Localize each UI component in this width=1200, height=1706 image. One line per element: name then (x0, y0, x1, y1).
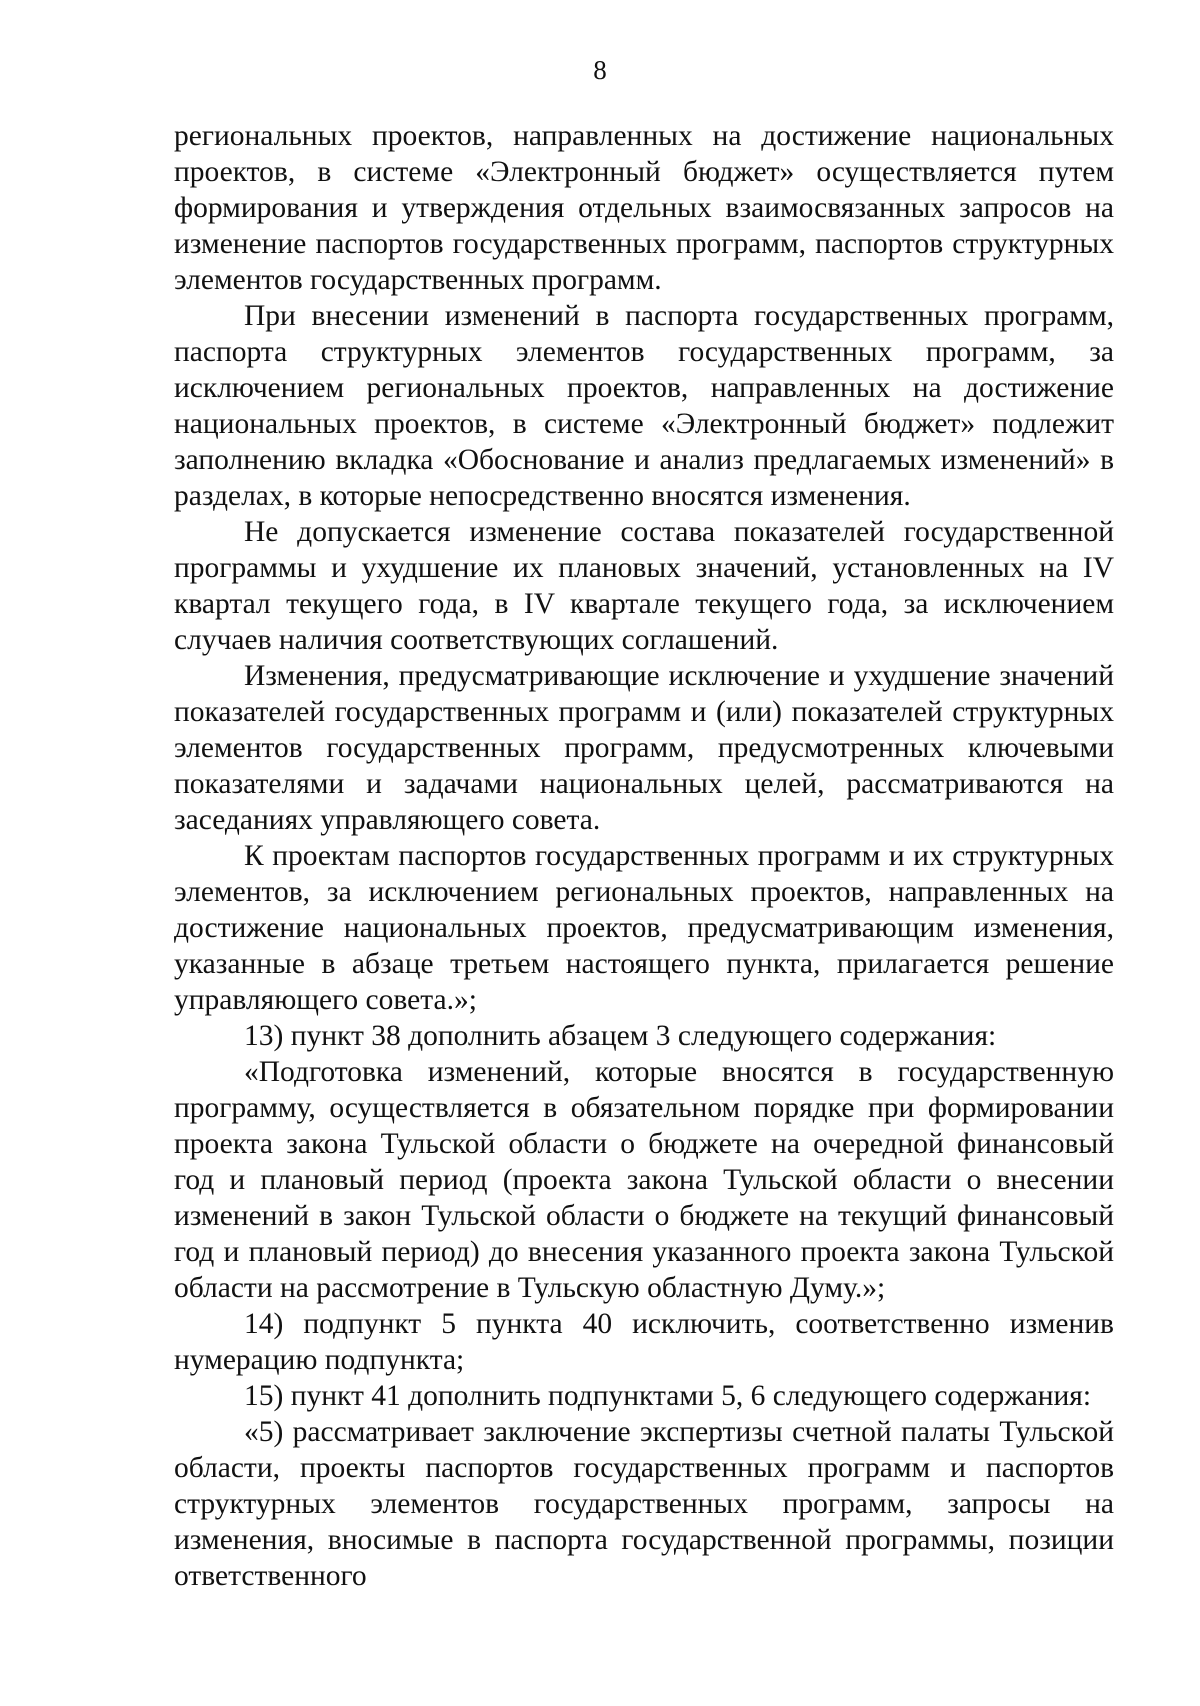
paragraph-council-review: Изменения, предусматривающие исключение и ухудшение значений показателей государственных программ и (или) показателей структурных элементов государственных программ, предусмотренных ключевыми показателями и задачами национальных целей, рассматриваются на заседаниях управляющего совета. (174, 660, 1114, 836)
paragraph-council-decision: К проектам паспортов государственных программ и их структурных элементов, за исключением региональных проектов, направленных на достижение национальных проектов, предусматривающим изменения, указанные в абзаце третьем настоящего пункта, прилагается решение управляющего совета.»; (174, 840, 1114, 1016)
paragraph-item-13: 13) пункт 38 дополнить абзацем 3 следующего содержания: (244, 1020, 997, 1052)
paragraph-passport-changes: При внесении изменений в паспорта государственных программ, паспорта структурных элементов государственных программ, за исключением региональных проектов, направленных на достижение национальных проектов, в системе «Электронный бюджет» подлежит заполнению вкладка «Обоснование и анализ предлагаемых изменений» в разделах, в которые непосредственно вносятся изменения. (174, 300, 1114, 512)
paragraph-continuation: региональных проектов, направленных на достижение национальных проектов, в системе «Электронный бюджет» осуществляется путем формирования и утверждения отдельных взаимосвязанных запросов на изменение паспортов государственных программ, паспортов структурных элементов государственных программ. (174, 120, 1114, 296)
page-number: 8 (593, 55, 607, 85)
paragraph-item-15-subitem-5: «5) рассматривает заключение экспертизы счетной палаты Тульской области, проекты паспортов государственных программ и паспортов структурных элементов государственных программ, запросы на изменения, вносимые в паспорта государственной программы, позиции ответственного (174, 1416, 1114, 1592)
paragraph-item-14: 14) подпункт 5 пункта 40 исключить, соответственно изменив нумерацию подпункта; (174, 1308, 1114, 1376)
paragraph-indicator-restrictions: Не допускается изменение состава показателей государственной программы и ухудшение их плановых значений, установленных на IV квартал текущего года, в IV квартале текущего года, за исключением случаев наличия соответствующих соглашений. (174, 516, 1114, 656)
document-body (174, 118, 1114, 1594)
paragraph-item-15: 15) пункт 41 дополнить подпунктами 5, 6 следующего содержания: (244, 1380, 1092, 1412)
paragraph-item-13-content: «Подготовка изменений, которые вносятся в государственную программу, осуществляется в обязательном порядке при формировании проекта закона Тульской области о бюджете на очередной финансовый год и плановый период (проекта закона Тульской области о внесении изменений в закон Тульской области о бюджете на текущий финансовый год и плановый период) до внесения указанного проекта закона Тульской области на рассмотрение в Тульскую областную Думу.»; (174, 1056, 1114, 1304)
